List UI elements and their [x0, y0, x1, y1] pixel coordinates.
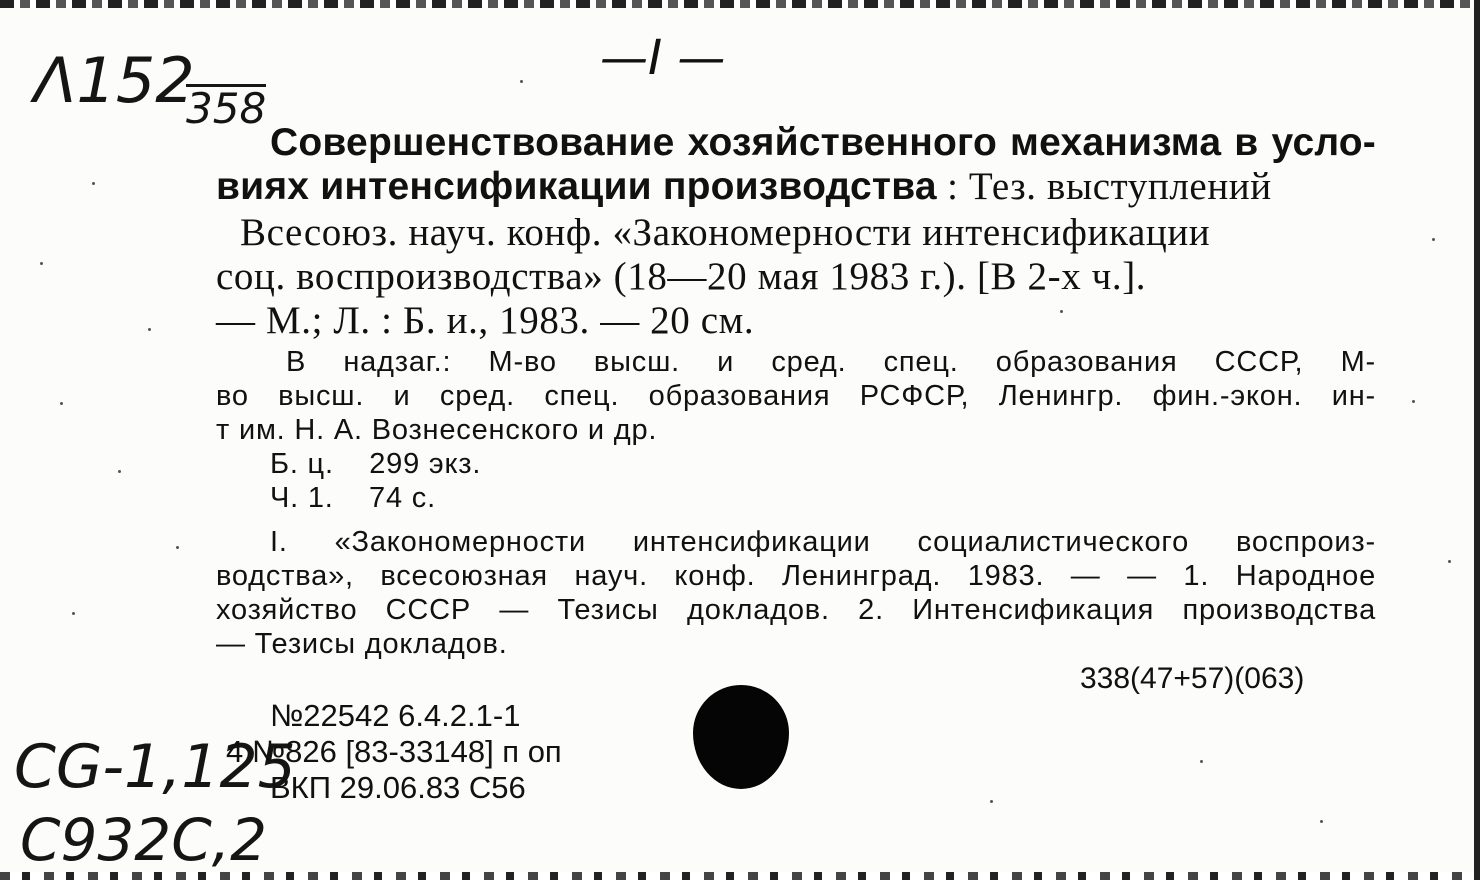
- handwritten-top-mark: —I —: [600, 30, 726, 86]
- speck: [176, 546, 179, 549]
- handwritten-call-number-sub: 358: [186, 84, 267, 133]
- speck: [60, 402, 63, 405]
- speck: [1320, 820, 1323, 823]
- production-line-3: ВКП 29.06.83 С56: [270, 770, 526, 805]
- punch-hole: [693, 685, 789, 789]
- title-line-5: — М.; Л. : Б. и., 1983. — 20 см.: [216, 299, 755, 342]
- note-line-1: В надзаг.: М-во высш. и сред. спец. образования СССР, М-: [286, 346, 1376, 378]
- speck: [1060, 310, 1063, 313]
- speck: [72, 612, 75, 615]
- speck: [118, 470, 121, 473]
- note-line-3: т им. Н. А. Вознесенского и др.: [216, 414, 658, 446]
- speck: [520, 80, 523, 83]
- subject-line-4: — Тезисы докладов.: [216, 628, 508, 660]
- subject-line-1: I. «Закономерности интенсификации социалистического воспроиз-: [270, 526, 1376, 558]
- note-line-2: во высш. и сред. спец. образования РСФСР, Ленингр. фин.-экон. ин-: [216, 380, 1376, 412]
- speck: [990, 800, 993, 803]
- classification-code: 338(47+57)(063): [1080, 662, 1305, 695]
- title-line-4: соц. воспроизводства» (18—20 мая 1983 г.). [В 2-х ч.].: [216, 255, 1147, 298]
- title-line-2: виях интенсификации производства : Тез. выступлений: [216, 165, 1272, 208]
- card-top-edge: [0, 0, 1480, 8]
- subject-line-3: хозяйство СССР — Тезисы докладов. 2. Интенсификация производства: [216, 594, 1376, 626]
- speck: [92, 182, 95, 185]
- handwritten-bottom-code-1: CG-1,125: [14, 732, 296, 802]
- title-line-1: Совершенствование хозяйственного механизма в усло-: [270, 121, 1376, 164]
- subject-line-2: водства», всесоюзная науч. конф. Ленинград. 1983. — — 1. Народное: [216, 560, 1376, 592]
- handwritten-call-number: Λ152: [34, 44, 195, 117]
- speck: [1448, 560, 1451, 563]
- price-line: Б. ц. 299 экз.: [270, 448, 482, 480]
- production-line-2: 4 №826 [83-33148] п оп: [226, 734, 562, 769]
- card-right-edge: [1474, 0, 1480, 880]
- handwritten-bottom-code-2: C932C,2: [20, 806, 268, 874]
- part-line: Ч. 1. 74 с.: [270, 482, 436, 514]
- speck: [1432, 238, 1435, 241]
- production-line-1: №22542 6.4.2.1-1: [270, 698, 521, 733]
- speck: [40, 262, 43, 265]
- speck: [1200, 760, 1203, 763]
- title-line-3: Всесоюз. науч. конф. «Закономерности интенсификации: [240, 211, 1211, 254]
- speck: [1412, 400, 1415, 403]
- speck: [148, 328, 151, 331]
